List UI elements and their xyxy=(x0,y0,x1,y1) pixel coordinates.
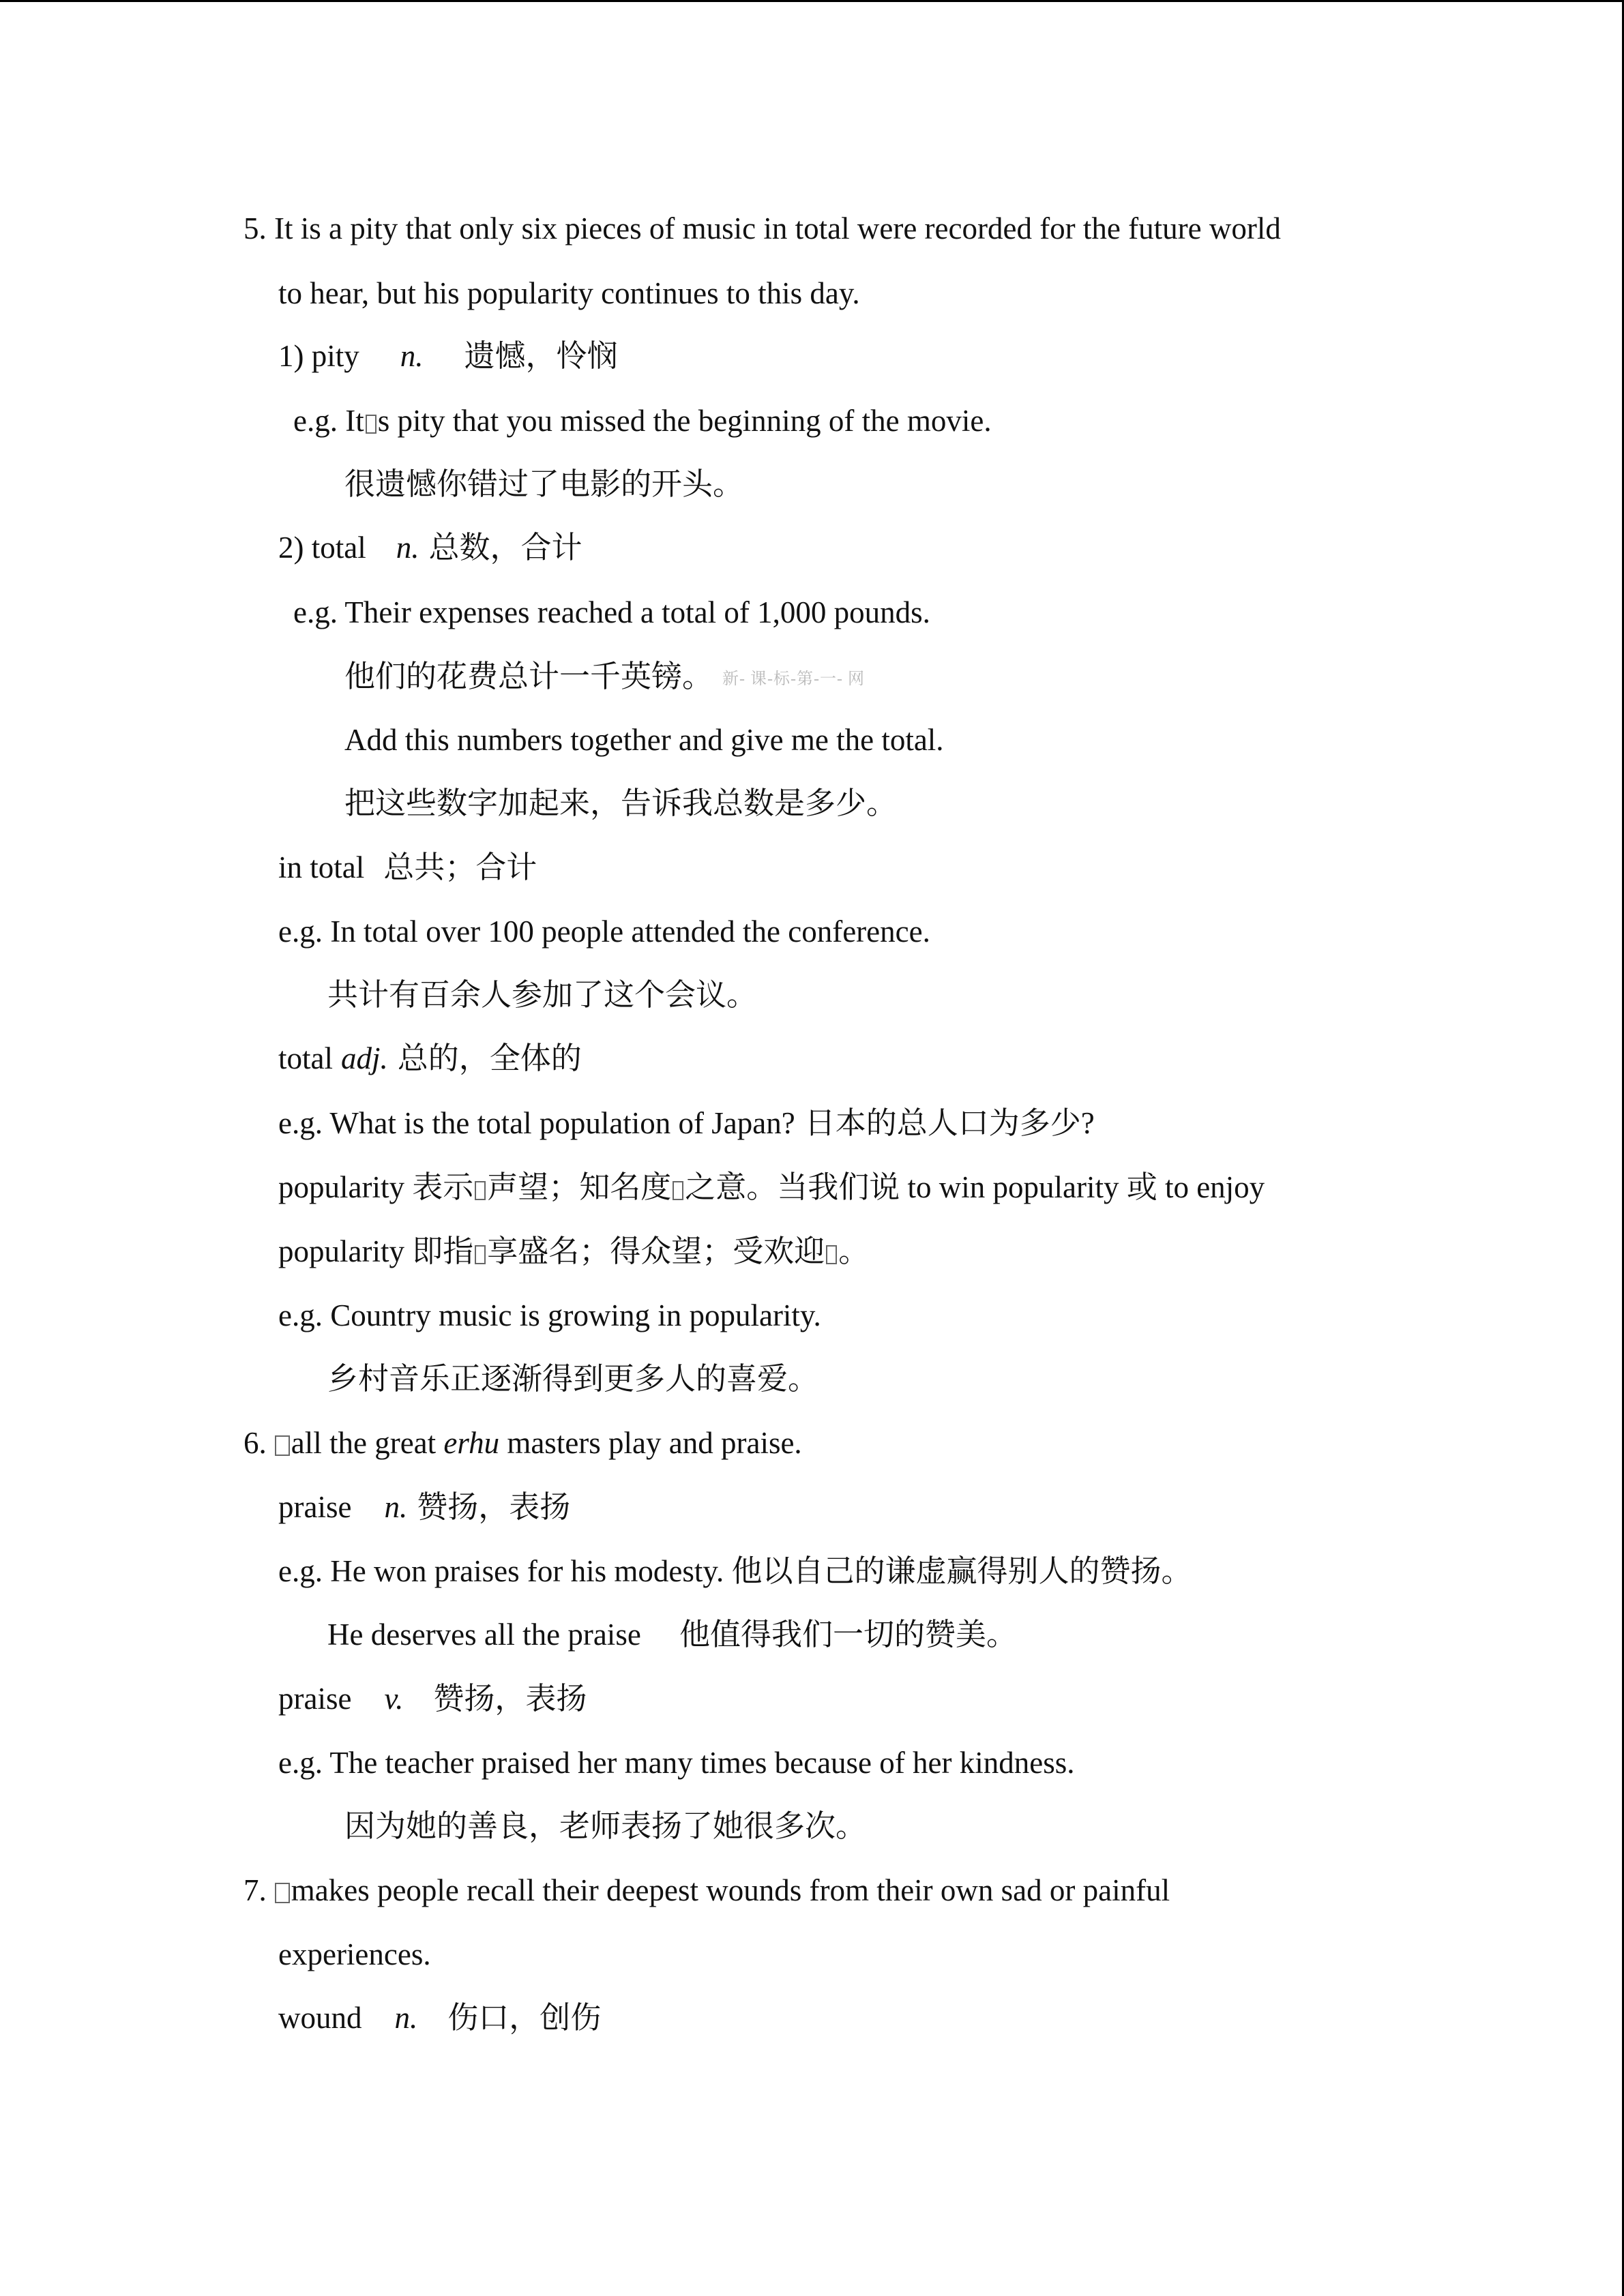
total-adj-example-text: e.g. What is the total population of Japan? xyxy=(278,1106,795,1140)
praise-noun-entry xyxy=(278,1487,570,1527)
pity-translation-text: 很遗憾你错过了电影的开头。 xyxy=(344,467,744,501)
item6-text-part1: all the great xyxy=(291,1426,444,1460)
popularity-note-part4: popularity 即指 xyxy=(278,1234,474,1268)
item5-sentence-line2 xyxy=(278,273,860,314)
total-term: 2) total xyxy=(278,531,366,565)
total-entry xyxy=(278,527,582,568)
wound-pos: n. xyxy=(394,2001,418,2035)
in-total-example xyxy=(278,911,930,952)
pity-entry xyxy=(278,336,618,376)
item7-text-2: experiences. xyxy=(278,1937,431,1971)
total-meaning: 总数，合计 xyxy=(428,531,582,565)
praise-noun-example-2 xyxy=(327,1614,1017,1655)
total-translation-1 xyxy=(344,656,865,697)
item5-sentence-line1 xyxy=(243,208,1281,249)
page-top-border xyxy=(0,0,1624,2)
total-adj-translation: 日本的总人口为多少? xyxy=(804,1106,1095,1140)
total-example-1 xyxy=(293,592,930,633)
item7-number: 7. xyxy=(243,1873,267,1907)
popularity-example xyxy=(278,1295,821,1336)
praise-verb-term: praise xyxy=(278,1682,352,1716)
in-total-translation-text: 共计有百余人参加了这个会议。 xyxy=(327,978,758,1012)
total-adj-term: total xyxy=(278,1041,333,1075)
praise-verb-translation xyxy=(344,1806,866,1847)
popularity-note-part5: 享盛名；得众望；受欢迎 xyxy=(487,1234,825,1268)
item6-text-erhu: erhu xyxy=(443,1426,500,1460)
total-adj-example xyxy=(278,1103,1095,1144)
popularity-note-part3: 之意。当我们说 to win popularity 或 to enjoy xyxy=(685,1170,1265,1204)
in-total-translation xyxy=(327,974,757,1015)
in-total-term: in total xyxy=(278,850,365,884)
praise-noun-term: praise xyxy=(278,1490,352,1524)
praise-noun-meaning: 赞扬，表扬 xyxy=(417,1490,571,1524)
pity-pos: n. xyxy=(400,339,424,373)
popularity-note-line1 xyxy=(278,1167,1265,1208)
praise-verb-translation-text: 因为她的善良，老师表扬了她很多次。 xyxy=(344,1809,867,1843)
praise-noun-example-1-text: e.g. He won praises for his modesty. 他以自己的谦虚赢得别人的赞扬。 xyxy=(278,1554,1192,1588)
popularity-note-part6: 。 xyxy=(838,1234,870,1268)
total-adj-meaning: 总的，全体的 xyxy=(397,1041,582,1075)
missing-glyph-icon xyxy=(275,1435,290,1456)
popularity-example-text: e.g. Country music is growing in popularity. xyxy=(278,1298,821,1332)
pity-term: 1) pity xyxy=(278,339,359,373)
total-pos: n. xyxy=(396,531,419,565)
popularity-translation-text: 乡村音乐正逐渐得到更多人的喜爱。 xyxy=(327,1362,819,1396)
missing-glyph-icon xyxy=(366,415,377,434)
wound-term: wound xyxy=(278,2001,362,2035)
item6-text-part2: masters play and praise. xyxy=(499,1426,802,1460)
item6-number: 6. xyxy=(243,1426,267,1460)
missing-glyph-icon xyxy=(826,1245,837,1264)
missing-glyph-icon xyxy=(475,1245,486,1264)
praise-verb-pos: v. xyxy=(384,1682,404,1716)
watermark: 新- 课-标-第-一- 网 xyxy=(722,670,865,688)
item5-sentence-text: 5. It is a pity that only six pieces of music in total were recorded for the future world xyxy=(243,211,1281,245)
item7-text: makes people recall their deepest wounds from their own sad or painful xyxy=(291,1873,1170,1907)
pity-example-part1: e.g. It xyxy=(293,404,364,438)
total-translation-1-text: 他们的花费总计一千英镑。 xyxy=(344,659,713,694)
wound-entry xyxy=(278,1997,601,2038)
praise-verb-meaning: 赞扬，表扬 xyxy=(433,1682,587,1716)
popularity-note-part1: popularity 表示 xyxy=(278,1170,474,1204)
in-total-entry xyxy=(278,847,537,888)
missing-glyph-icon xyxy=(475,1181,486,1200)
pity-example xyxy=(293,400,992,441)
praise-verb-entry xyxy=(278,1678,587,1719)
total-example-2-text: Add this numbers together and give me the total. xyxy=(344,723,944,757)
popularity-note-part2: 声望；知名度 xyxy=(487,1170,672,1204)
popularity-note-line2 xyxy=(278,1231,869,1272)
missing-glyph-icon xyxy=(673,1181,683,1200)
total-example-1-text: e.g. Their expenses reached a total of 1,000 pounds. xyxy=(293,595,930,629)
total-translation-2-text: 把这些数字加起来，告诉我总数是多少。 xyxy=(344,786,898,820)
wound-meaning: 伤口，创伤 xyxy=(447,2001,602,2035)
item7-sentence-line2 xyxy=(278,1934,431,1975)
praise-noun-pos: n. xyxy=(384,1490,408,1524)
total-example-2 xyxy=(344,719,944,760)
pity-meaning: 遗憾，怜悯 xyxy=(464,339,618,373)
in-total-meaning: 总共；合计 xyxy=(383,850,537,884)
total-adj-entry xyxy=(278,1038,582,1079)
item6-sentence xyxy=(243,1422,802,1463)
in-total-example-text: e.g. In total over 100 people attended the conference. xyxy=(278,914,930,949)
missing-glyph-icon xyxy=(275,1883,290,1903)
total-adj-pos: adj. xyxy=(340,1041,388,1075)
praise-noun-example-2-text: He deserves all the praise 他值得我们一切的赞美。 xyxy=(327,1617,1018,1652)
total-translation-2 xyxy=(344,783,897,824)
praise-verb-example-text: e.g. The teacher praised her many times because of her kindness. xyxy=(278,1746,1075,1780)
pity-translation xyxy=(344,464,743,505)
praise-verb-example xyxy=(278,1742,1074,1783)
item5-sentence-text-2: to hear, but his popularity continues to this day. xyxy=(278,276,860,310)
item7-sentence-line1 xyxy=(243,1870,1170,1911)
praise-noun-example-1 xyxy=(278,1551,1192,1592)
pity-example-part2: s pity that you missed the beginning of the movie. xyxy=(377,404,992,438)
popularity-translation xyxy=(327,1358,818,1399)
